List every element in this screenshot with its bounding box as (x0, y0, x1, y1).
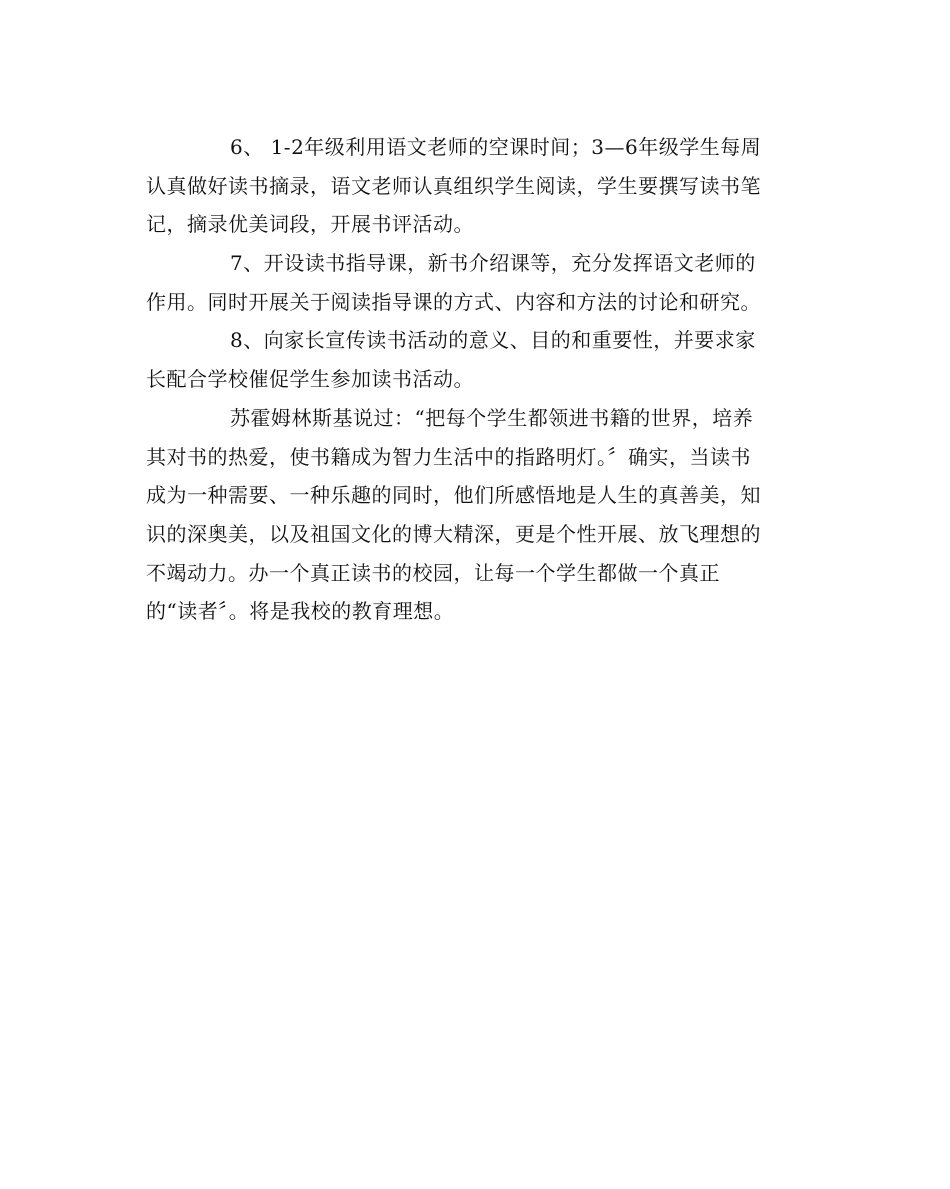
text-line: 7、开设读书指导课，新书介绍课等，充分发挥语文老师的 (230, 251, 756, 276)
text-line: 8、向家长宣传读书活动的意义、目的和重要性，并要求家 (230, 328, 756, 353)
paragraph-conclusion (146, 399, 806, 631)
text-line: 认真做好读书摘录，语文老师认真组织学生阅读，学生要撰写读书笔 (146, 173, 761, 198)
text-line: 苏霍姆林斯基说过：“把每个学生都领进书籍的世界，培养 (230, 405, 754, 430)
text-line: 成为一种需要、一种乐趣的同时，他们所感悟地是人生的真善美，知 (146, 483, 761, 508)
text-line: 其对书的热爱，使书籍成为智力生活中的指路明灯。〞确实，当读书 (146, 444, 751, 469)
paragraph-item-8 (146, 321, 806, 398)
text-line: 长配合学校催促学生参加读书活动。 (146, 367, 474, 392)
text-line: 识的深奥美，以及祖国文化的博大精深，更是个性开展、放飞理想的 (146, 521, 761, 546)
text-line: 作用。同时开展关于阅读指导课的方式、内容和方法的讨论和研究。 (146, 289, 761, 314)
text-line: 记，摘录优美词段，开展书评活动。 (146, 212, 474, 237)
paragraph-item-6 (146, 128, 806, 244)
document-body (146, 128, 806, 631)
paragraph-item-7 (146, 244, 806, 321)
text-line: 的“读者〞。将是我校的教育理想。 (146, 599, 455, 624)
text-line: 不竭动力。办一个真正读书的校园，让每一个学生都做一个真正 (146, 560, 720, 585)
text-line: 6、 1-2年级利用语文老师的空课时间；3—6年级学生每周 (230, 135, 762, 159)
